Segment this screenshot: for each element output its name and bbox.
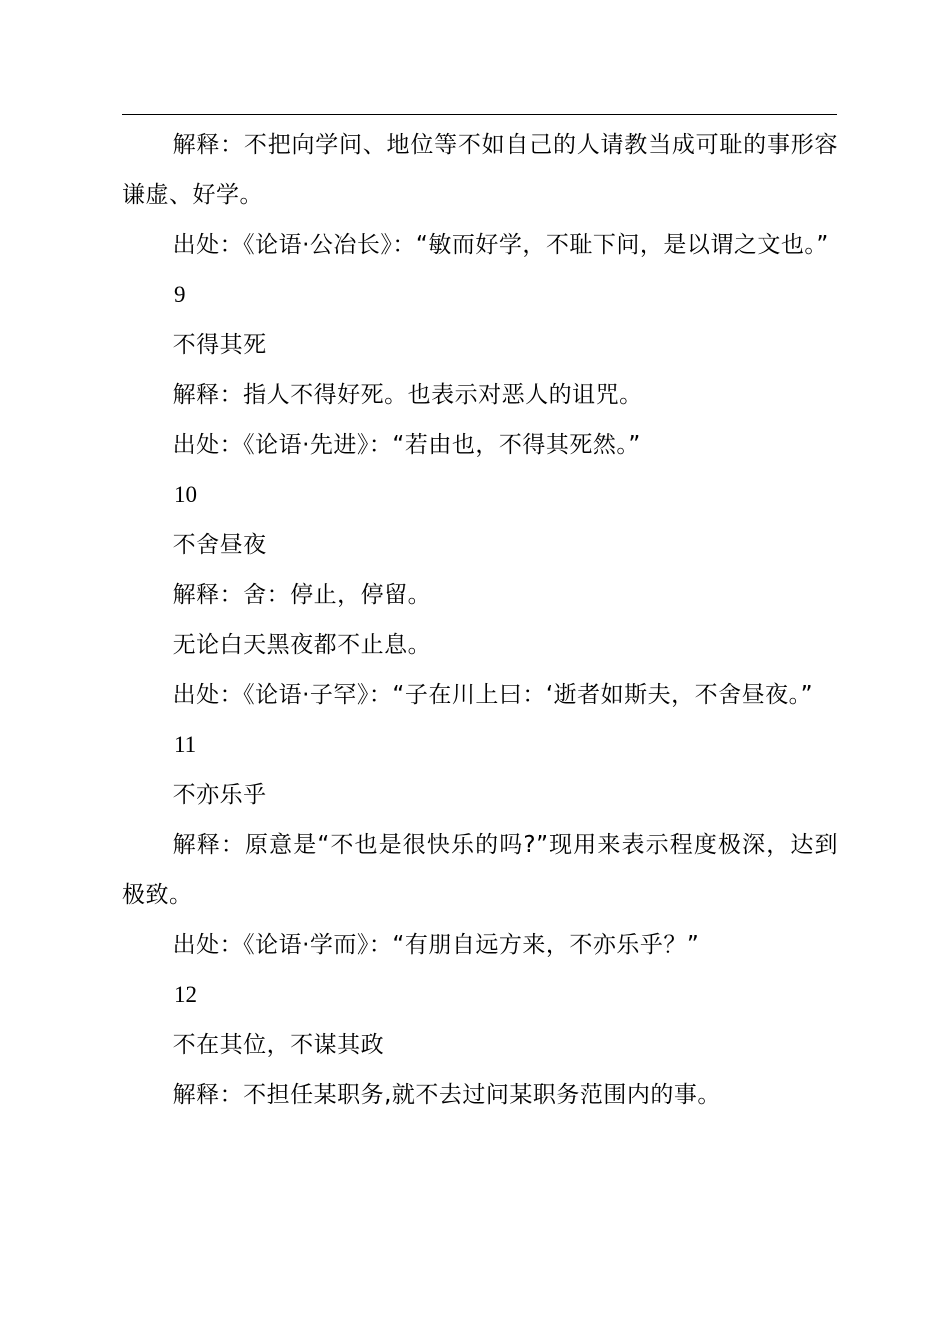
idiom-10: 不舍昼夜 xyxy=(172,532,267,558)
entry-number-11: 11 xyxy=(174,732,197,757)
entry-number-9: 9 xyxy=(174,282,186,307)
idiom-9: 不得其死 xyxy=(172,332,267,358)
entry-number-12: 12 xyxy=(174,982,197,1007)
explanation-10-cont: 无论白天黑夜都不止息。 xyxy=(172,632,432,658)
explanation-12: 解释：不担任某职务,就不去过问某职务范围内的事。 xyxy=(172,1082,721,1108)
source-11: 出处：《论语·学而》：“有朋自远方来，不亦乐乎？” xyxy=(172,932,700,958)
header-rule xyxy=(122,114,837,115)
entry-number-10: 10 xyxy=(174,482,197,507)
source-9: 出处：《论语·先进》：“若由也，不得其死然。” xyxy=(172,432,641,458)
source-10: 出处：《论语·子罕》：“子在川上曰：‘逝者如斯夫，不舍昼夜。” xyxy=(172,682,814,708)
explanation-11: 解释：原意是“不也是很快乐的吗?”现用来表示程度极深，达到极致。 xyxy=(122,832,838,908)
idiom-12: 不在其位，不谋其政 xyxy=(172,1032,385,1058)
document-body xyxy=(122,120,838,1120)
explanation-8: 解释：不把向学问、地位等不如自己的人请教当成可耻的事形容谦虚、好学。 xyxy=(122,132,838,208)
explanation-10: 解释：舍：停止，停留。 xyxy=(172,582,432,608)
explanation-9: 解释：指人不得好死。也表示对恶人的诅咒。 xyxy=(172,382,643,408)
idiom-11: 不亦乐乎 xyxy=(172,782,267,808)
source-8: 出处：《论语·公冶长》：“敏而好学，不耻下问，是以谓之文也。” xyxy=(172,232,829,258)
